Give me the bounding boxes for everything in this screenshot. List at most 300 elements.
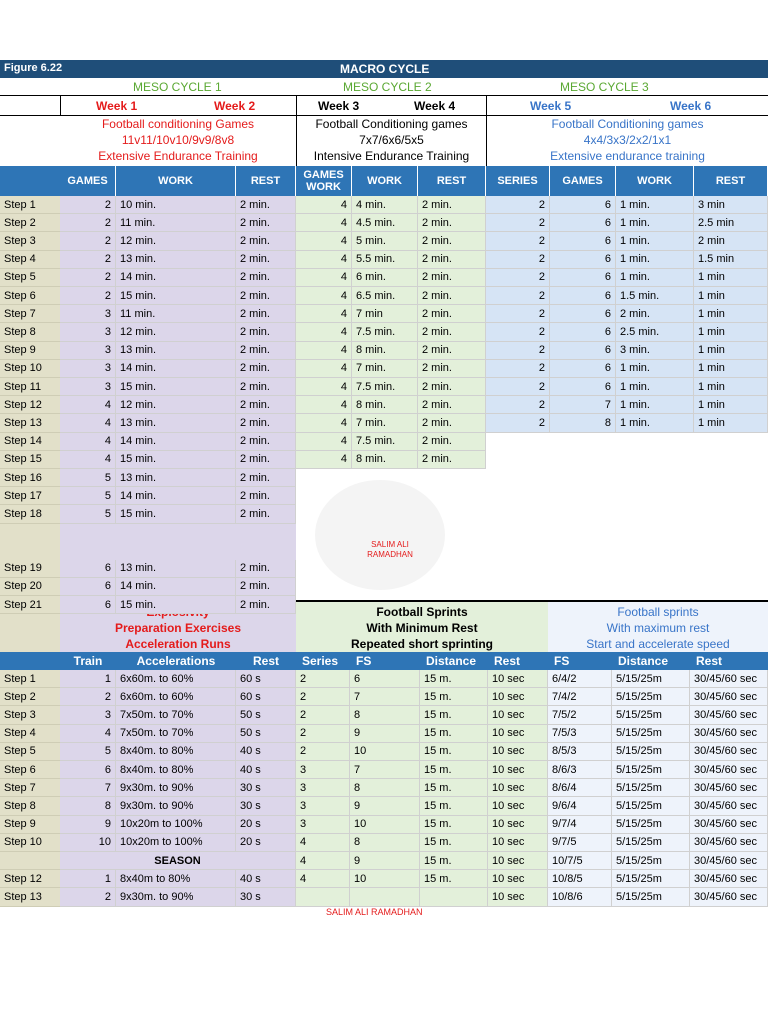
header1-col-3: GAMES WORK [296, 166, 352, 196]
work-cell: 1 min. [616, 360, 694, 378]
header1-col-7: GAMES [550, 166, 616, 196]
rest-cell: 50 s [236, 706, 296, 724]
work-cell: 13 min. [116, 414, 236, 432]
step-label: Step 17 [0, 487, 60, 505]
games-cell: 6 [60, 578, 116, 596]
distance-cell: 5/15/25m [612, 688, 690, 706]
work-cell: 12 min. [116, 323, 236, 341]
rest-cell: 20 s [236, 834, 296, 852]
rest-cell: 10 sec [488, 761, 548, 779]
rest-cell: 2 min. [236, 251, 296, 269]
rest-cell: 10 sec [488, 797, 548, 815]
distance-cell: 5/15/25m [612, 888, 690, 906]
rest-cell: 10 sec [488, 743, 548, 761]
header1-col-6: SERIES [486, 166, 550, 196]
games-work-cell: 4 [296, 323, 352, 341]
distance-cell: 5/15/25m [612, 870, 690, 888]
rest-cell: 2 min. [236, 214, 296, 232]
rest-cell: 2 min. [236, 451, 296, 469]
games-work-cell: 4 [296, 378, 352, 396]
distance-cell: 15 m. [420, 743, 488, 761]
week-6: Week 6 [670, 100, 712, 112]
games-cell: 6 [550, 287, 616, 305]
rest-cell: 30/45/60 sec [690, 852, 768, 870]
step-label: Step 7 [0, 305, 60, 323]
work-cell: 7 min [352, 305, 418, 323]
work-cell: 1 min. [616, 214, 694, 232]
rest-cell: 2 min. [236, 596, 296, 614]
header2-col-3: Series [302, 654, 339, 668]
train-cell: 10 [60, 834, 116, 852]
rest-cell: 10 sec [488, 852, 548, 870]
games-cell: 2 [60, 232, 116, 250]
step-label: Step 9 [0, 816, 60, 834]
distance-cell: 5/15/25m [612, 797, 690, 815]
work-cell: 2.5 min. [616, 323, 694, 341]
distance-cell: 5/15/25m [612, 706, 690, 724]
rest-cell: 10 sec [488, 816, 548, 834]
work-cell: 11 min. [116, 214, 236, 232]
work-cell: 13 min. [116, 560, 236, 578]
distance-cell: 15 m. [420, 870, 488, 888]
step-label: Step 13 [0, 414, 60, 432]
rest-cell: 2 min. [236, 433, 296, 451]
rest-cell: 2 min. [418, 269, 486, 287]
distance-cell: 5/15/25m [612, 834, 690, 852]
work-cell: 1 min. [616, 251, 694, 269]
rest-cell: 2 min. [418, 214, 486, 232]
step-label: Step 12 [0, 396, 60, 414]
games-cell: 2 [60, 214, 116, 232]
games-work-cell: 4 [296, 269, 352, 287]
work-cell: 5.5 min. [352, 251, 418, 269]
series-cell: 2 [296, 743, 350, 761]
games-cell: 3 [60, 323, 116, 341]
rest-cell: 1 min [694, 305, 768, 323]
rest-cell: 60 s [236, 688, 296, 706]
work-cell: 1 min. [616, 232, 694, 250]
rest-cell: 2 min. [418, 305, 486, 323]
games-cell: 4 [60, 451, 116, 469]
train-cell: 2 [60, 888, 116, 906]
rest-cell: 1 min [694, 287, 768, 305]
header1-col-9: REST [694, 166, 768, 196]
train-cell: 4 [60, 725, 116, 743]
rest-cell: 2 min. [236, 323, 296, 341]
games-work-cell: 4 [296, 214, 352, 232]
games-cell: 6 [60, 596, 116, 614]
games-cell: 4 [60, 433, 116, 451]
rest-cell: 40 s [236, 743, 296, 761]
games-cell: 6 [60, 560, 116, 578]
work-cell: 15 min. [116, 287, 236, 305]
train-cell: 5 [60, 743, 116, 761]
rest-cell: 2 min. [418, 287, 486, 305]
games-work-cell: 4 [296, 342, 352, 360]
description-row [0, 116, 768, 166]
rest-cell: 10 sec [488, 834, 548, 852]
rest-cell: 2 min. [418, 232, 486, 250]
work-cell: 1 min. [616, 414, 694, 432]
rest-cell: 30 s [236, 779, 296, 797]
games-work-cell: 4 [296, 451, 352, 469]
fs-cell: 10/8/5 [548, 870, 612, 888]
figure-label: Figure 6.22 [4, 63, 63, 74]
rest-cell: 40 s [236, 870, 296, 888]
rest-cell: 30 s [236, 888, 296, 906]
rest-cell: 30/45/60 sec [690, 870, 768, 888]
row-gap [60, 524, 296, 560]
fs-cell: 10 [350, 870, 420, 888]
games-work-cell: 4 [296, 360, 352, 378]
games-work-cell: 4 [296, 251, 352, 269]
work-cell: 15 min. [116, 596, 236, 614]
rest-cell: 2 min. [418, 251, 486, 269]
work-cell: 7.5 min. [352, 378, 418, 396]
rest-cell: 30/45/60 sec [690, 761, 768, 779]
series-cell: 2 [486, 287, 550, 305]
games-cell: 7 [550, 396, 616, 414]
header2-col-5: Distance [426, 654, 477, 668]
week-2: Week 2 [214, 100, 256, 112]
games-cell: 6 [550, 269, 616, 287]
step-label: Step 6 [0, 287, 60, 305]
games-cell: 6 [550, 360, 616, 378]
step-label: Step 16 [0, 469, 60, 487]
rest-cell: 2 min. [236, 560, 296, 578]
games-cell: 6 [550, 251, 616, 269]
rest-cell: 2 min. [236, 378, 296, 396]
rest-cell: 30/45/60 sec [690, 743, 768, 761]
rest-cell: 30 s [236, 797, 296, 815]
rest-cell: 1 min [694, 269, 768, 287]
week-5: Week 5 [530, 100, 572, 112]
train-cell: 8 [60, 797, 116, 815]
week-3: Week 3 [318, 100, 360, 112]
series-cell: 2 [486, 323, 550, 341]
rest-cell: 1 min [694, 342, 768, 360]
work-cell: 7 min. [352, 414, 418, 432]
rest-cell: 2 min. [418, 323, 486, 341]
fs-cell: 9/7/4 [548, 816, 612, 834]
accelerations-cell: 8x40m. to 80% [116, 743, 236, 761]
fs-cell: 8/6/3 [548, 761, 612, 779]
header2-col-7: FS [554, 654, 570, 668]
series-cell: 2 [296, 725, 350, 743]
rest-cell: 30/45/60 sec [690, 706, 768, 724]
header1-col-1: WORK [116, 166, 236, 196]
distance-cell: 15 m. [420, 688, 488, 706]
fs-cell: 8 [350, 834, 420, 852]
explosivity-description: Preparation Exercises Acceleration Runs [60, 602, 296, 652]
step-label: Step 5 [0, 269, 60, 287]
fs-cell: 6/4/2 [548, 670, 612, 688]
work-cell: 13 min. [116, 251, 236, 269]
rest-cell: 10 sec [488, 670, 548, 688]
week-1: Week 1 [96, 100, 138, 112]
fs-cell: 6 [350, 670, 420, 688]
games-cell: 6 [550, 323, 616, 341]
fs-cell: 10/7/5 [548, 852, 612, 870]
accelerations-cell: 9x30m. to 90% [116, 797, 236, 815]
step-label: Step 15 [0, 451, 60, 469]
rest-cell: 2 min. [418, 414, 486, 432]
rest-cell: 1 min [694, 378, 768, 396]
accelerations-cell: 8x40m to 80% [116, 870, 236, 888]
games-cell: 5 [60, 469, 116, 487]
rest-cell: 30/45/60 sec [690, 725, 768, 743]
work-cell: 14 min. [116, 269, 236, 287]
rest-cell: 30/45/60 sec [690, 779, 768, 797]
accelerations-cell: 6x60m. to 60% [116, 670, 236, 688]
accelerations-cell: 7x50m. to 70% [116, 706, 236, 724]
fs-cell: 10/8/6 [548, 888, 612, 906]
work-cell: 7.5 min. [352, 323, 418, 341]
watermark-text: SALIM ALI RAMADHAN [367, 540, 413, 559]
step-label: Step 5 [0, 743, 60, 761]
games-cell: 6 [550, 214, 616, 232]
header1-col-0: GAMES [60, 166, 116, 196]
rest-cell: 30/45/60 sec [690, 797, 768, 815]
rest-cell: 10 sec [488, 870, 548, 888]
step-label: Step 4 [0, 725, 60, 743]
title-bar [0, 60, 768, 78]
games-cell: 2 [60, 196, 116, 214]
series-cell: 4 [296, 870, 350, 888]
accelerations-cell: 10x20m to 100% [116, 816, 236, 834]
rest-cell: 2 min. [418, 342, 486, 360]
series-cell: 2 [486, 196, 550, 214]
rest-cell: 10 sec [488, 725, 548, 743]
rest-cell: 2 min. [236, 396, 296, 414]
rest-cell: 2 min. [236, 305, 296, 323]
work-cell: 6 min. [352, 269, 418, 287]
sprints-max-rest-description: Football sprints With maximum rest Start and accelerate speed [548, 602, 768, 652]
meso1-description: Football conditioning Games 11v11/10v10/9v9/8v8 Extensive Endurance Training [98, 117, 258, 163]
header2-col-2: Rest [252, 654, 279, 668]
train-cell: 1 [60, 870, 116, 888]
distance-cell: 5/15/25m [612, 816, 690, 834]
rest-cell: 2 min. [418, 396, 486, 414]
step-label: Step 3 [0, 232, 60, 250]
rest-cell: 2 min. [236, 469, 296, 487]
step-label: Step 7 [0, 779, 60, 797]
rest-cell: 10 sec [488, 779, 548, 797]
work-cell: 15 min. [116, 378, 236, 396]
step-label: Step 4 [0, 251, 60, 269]
rest-cell: 10 sec [488, 688, 548, 706]
week-4: Week 4 [414, 100, 456, 112]
rest-cell: 2 min. [236, 287, 296, 305]
distance-cell: 5/15/25m [612, 725, 690, 743]
series-cell: 2 [296, 670, 350, 688]
games-cell: 6 [550, 342, 616, 360]
fs-cell: 10 [350, 743, 420, 761]
step-label: Step 1 [0, 670, 60, 688]
step-label: Step 13 [0, 888, 60, 906]
accelerations-cell: 6x60m. to 60% [116, 688, 236, 706]
step-gap [0, 524, 60, 560]
games-work-cell: 4 [296, 305, 352, 323]
rest-cell: 2 min. [418, 360, 486, 378]
rest-cell: 1 min [694, 414, 768, 432]
series-cell: 2 [486, 269, 550, 287]
fs-cell: 7/4/2 [548, 688, 612, 706]
series-cell: 4 [296, 852, 350, 870]
rest-cell: 30/45/60 sec [690, 888, 768, 906]
distance-cell: 15 m. [420, 725, 488, 743]
fs-cell: 7 [350, 761, 420, 779]
step-label: Step 11 [0, 378, 60, 396]
games-cell: 3 [60, 360, 116, 378]
header1-col-8: WORK [616, 166, 694, 196]
step-label: Step 20 [0, 578, 60, 596]
games-work-cell: 4 [296, 414, 352, 432]
rest-cell: 2 min. [236, 578, 296, 596]
series-cell: 2 [486, 251, 550, 269]
step-label: Step 2 [0, 214, 60, 232]
rest-cell: 60 s [236, 670, 296, 688]
work-cell: 12 min. [116, 232, 236, 250]
rest-cell: 2 min. [418, 378, 486, 396]
rest-cell: 1 min [694, 396, 768, 414]
series-cell: 4 [296, 834, 350, 852]
series-cell [296, 888, 350, 906]
train-cell: 9 [60, 816, 116, 834]
games-work-cell: 4 [296, 196, 352, 214]
games-cell: 4 [60, 414, 116, 432]
fs-cell: 8 [350, 779, 420, 797]
rest-cell: 2 min. [236, 269, 296, 287]
rest-cell: 2 min. [236, 360, 296, 378]
distance-cell: 5/15/25m [612, 743, 690, 761]
step-label: Step 1 [0, 196, 60, 214]
train-cell: 1 [60, 670, 116, 688]
series-cell: 2 [486, 360, 550, 378]
work-cell: 3 min. [616, 342, 694, 360]
rest-cell: 2 min. [236, 414, 296, 432]
distance-cell [420, 888, 488, 906]
series-cell: 3 [296, 779, 350, 797]
games-cell: 6 [550, 232, 616, 250]
step-label: Step 18 [0, 505, 60, 523]
distance-cell: 5/15/25m [612, 779, 690, 797]
games-cell: 5 [60, 487, 116, 505]
meso-2: MESO CYCLE 2 [343, 81, 432, 93]
rest-cell: 1.5 min [694, 251, 768, 269]
rest-cell: 2 min [694, 232, 768, 250]
games-work-cell: 4 [296, 287, 352, 305]
rest-cell: 30/45/60 sec [690, 834, 768, 852]
rest-cell: 2 min. [236, 487, 296, 505]
work-cell: 12 min. [116, 396, 236, 414]
step-label: Step 12 [0, 870, 60, 888]
fs-cell: 7/5/2 [548, 706, 612, 724]
work-cell: 8 min. [352, 451, 418, 469]
series-cell: 2 [486, 378, 550, 396]
work-cell: 8 min. [352, 396, 418, 414]
fs-cell: 10 [350, 816, 420, 834]
series-cell: 2 [486, 414, 550, 432]
rest-cell: 1 min [694, 360, 768, 378]
rest-cell: 30/45/60 sec [690, 816, 768, 834]
series-cell: 2 [296, 688, 350, 706]
header2-col-6: Rest [494, 654, 521, 668]
header1-col-2: REST [236, 166, 296, 196]
work-cell: 1 min. [616, 196, 694, 214]
sprints-min-rest-description: Football Sprints With Minimum Rest Repeated short sprinting [296, 602, 548, 652]
games-cell: 6 [550, 378, 616, 396]
train-cell: 2 [60, 688, 116, 706]
games-cell: 2 [60, 269, 116, 287]
rest-cell: 2 min. [236, 196, 296, 214]
series-cell: 2 [486, 214, 550, 232]
header1-col-4: WORK [352, 166, 418, 196]
work-cell: 14 min. [116, 578, 236, 596]
accelerations-cell: 9x30m. to 90% [116, 779, 236, 797]
rest-cell: 10 sec [488, 888, 548, 906]
rest-cell: 2 min. [418, 451, 486, 469]
games-work-cell: 4 [296, 232, 352, 250]
step-label: Step 9 [0, 342, 60, 360]
macro-title: MACRO CYCLE [340, 63, 430, 75]
rest-cell: 30/45/60 sec [690, 688, 768, 706]
step-label: Step 10 [0, 360, 60, 378]
work-cell: 1.5 min. [616, 287, 694, 305]
rest-cell: 2 min. [418, 196, 486, 214]
train-cell: 6 [60, 761, 116, 779]
work-cell: 8 min. [352, 342, 418, 360]
rest-cell: 2 min. [236, 232, 296, 250]
work-cell: 7.5 min. [352, 433, 418, 451]
rest-cell: 2.5 min [694, 214, 768, 232]
step-label: Step 8 [0, 797, 60, 815]
distance-cell: 15 m. [420, 779, 488, 797]
distance-cell: 15 m. [420, 670, 488, 688]
series-cell: 3 [296, 816, 350, 834]
fs-cell: 8/6/4 [548, 779, 612, 797]
games-work-cell: 4 [296, 433, 352, 451]
games-work-cell: 4 [296, 396, 352, 414]
games-cell: 5 [60, 505, 116, 523]
distance-cell: 5/15/25m [612, 852, 690, 870]
step-label: Step 10 [0, 834, 60, 852]
train-cell: 7 [60, 779, 116, 797]
fs-cell: 8 [350, 706, 420, 724]
series-cell: 2 [486, 396, 550, 414]
fs-cell: 7 [350, 688, 420, 706]
work-cell: 10 min. [116, 196, 236, 214]
accelerations-cell: 9x30m. to 90% [116, 888, 236, 906]
step-label: Step 2 [0, 688, 60, 706]
series-cell: 3 [296, 797, 350, 815]
games-cell: 3 [60, 305, 116, 323]
rest-cell: 10 sec [488, 706, 548, 724]
work-cell: 2 min. [616, 305, 694, 323]
work-cell: 5 min. [352, 232, 418, 250]
season-label: SEASON [60, 852, 296, 870]
games-cell: 8 [550, 414, 616, 432]
distance-cell: 5/15/25m [612, 670, 690, 688]
meso3-description: Football Conditioning games 4x4/3x3/2x2/1x1 Extensive endurance training [486, 116, 768, 166]
work-cell: 13 min. [116, 469, 236, 487]
step-label: Step 19 [0, 560, 60, 578]
ball-watermark-icon [315, 480, 445, 590]
games-cell: 3 [60, 342, 116, 360]
header2-col-0: Train [73, 654, 103, 668]
distance-cell: 15 m. [420, 797, 488, 815]
work-cell: 14 min. [116, 360, 236, 378]
